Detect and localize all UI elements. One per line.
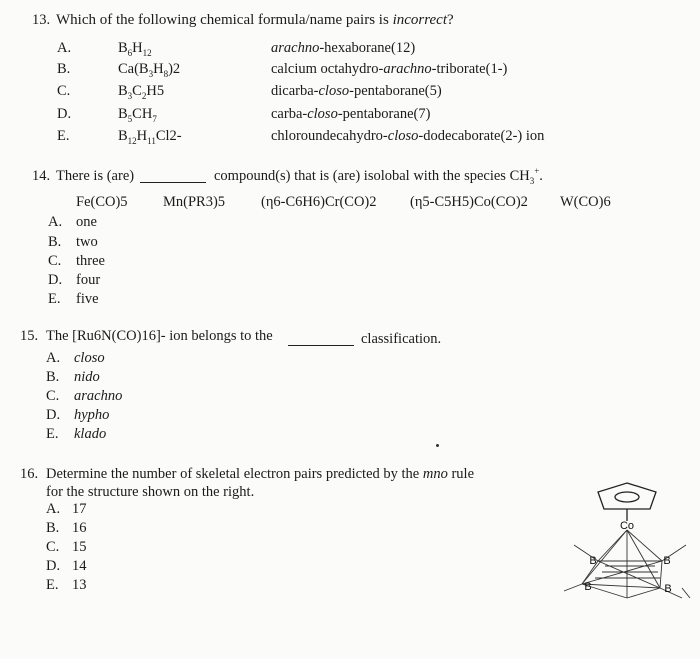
option-letter: D. bbox=[57, 106, 72, 122]
option-name: arachno-hexaborane(12) bbox=[271, 40, 416, 56]
q15-prompt-end: classification. bbox=[361, 331, 442, 347]
option-formula: $B_6H_{12}$ bbox=[118, 40, 152, 58]
compound-mn-pr3: Mn(PR3)5 bbox=[163, 194, 226, 210]
compound-w-co6: W(CO)6 bbox=[560, 194, 611, 210]
option-text: klado bbox=[74, 426, 107, 442]
compound-benzene-cr: (η6-C6H6)Cr(CO)2 bbox=[261, 194, 377, 210]
option-text: 13 bbox=[72, 577, 87, 593]
option-letter: D. bbox=[46, 558, 61, 574]
cobaltaborane-structure-diagram bbox=[560, 478, 695, 604]
option-text: one bbox=[76, 214, 97, 230]
option-text: 16 bbox=[72, 520, 87, 536]
b-atom-label-left: B bbox=[589, 555, 597, 567]
option-letter: A. bbox=[57, 40, 72, 56]
option-letter: C. bbox=[46, 388, 60, 404]
q16-number: 16. bbox=[20, 466, 39, 482]
option-formula: $B_{12}H_{11}Cl2-$ bbox=[118, 128, 182, 146]
option-letter: C. bbox=[48, 253, 62, 269]
option-letter: E. bbox=[48, 291, 61, 307]
option-text: 14 bbox=[72, 558, 87, 574]
option-letter: E. bbox=[46, 577, 59, 593]
option-letter: B. bbox=[57, 61, 71, 77]
option-name: chloroundecahydro-closo-dodecaborate(2-) ion bbox=[271, 128, 545, 144]
option-letter: B. bbox=[46, 369, 60, 385]
q14-answer-blank[interactable] bbox=[140, 182, 206, 183]
option-letter: A. bbox=[46, 350, 61, 366]
option-text: closo bbox=[74, 350, 105, 366]
option-formula: $B_5CH_7$ bbox=[118, 106, 157, 124]
b-atom-label-bottom-left: B bbox=[584, 581, 592, 593]
option-letter: A. bbox=[48, 214, 63, 230]
option-text: arachno bbox=[74, 388, 123, 404]
q16-line1: Determine the number of skeletal electron pairs predicted by the mno rule bbox=[46, 466, 475, 482]
option-name: calcium octahydro-arachno-triborate(1-) bbox=[271, 61, 508, 77]
q13-prompt: Which of the following chemical formula/name pairs is incorrect? bbox=[56, 12, 454, 28]
option-text: three bbox=[76, 253, 105, 269]
option-text: five bbox=[76, 291, 99, 307]
option-letter: C. bbox=[57, 83, 71, 99]
option-letter: B. bbox=[46, 520, 60, 536]
option-name: dicarba-closo-pentaborane(5) bbox=[271, 83, 442, 99]
q15-number: 15. bbox=[20, 328, 39, 344]
compound-cp-co: (η5-C5H5)Co(CO)2 bbox=[410, 194, 528, 210]
q14-prompt-start: There is (are) bbox=[56, 168, 135, 184]
q13-number: 13. bbox=[32, 12, 51, 28]
b-atom-label-bottom-right: B bbox=[664, 583, 672, 595]
cyclopentadienyl-ring bbox=[598, 483, 656, 509]
option-text: 17 bbox=[72, 501, 87, 517]
option-letter: C. bbox=[46, 539, 60, 555]
option-letter: E. bbox=[46, 426, 59, 442]
b-atom-label-right: B bbox=[663, 555, 671, 567]
option-text: two bbox=[76, 234, 98, 250]
option-letter: E. bbox=[57, 128, 70, 144]
option-text: four bbox=[76, 272, 101, 288]
option-letter: D. bbox=[46, 407, 61, 423]
q14-number: 14. bbox=[32, 168, 51, 184]
option-text: hypho bbox=[74, 407, 110, 423]
q15-prompt-start: The [Ru6N(CO)16]- ion belongs to the bbox=[46, 328, 273, 344]
option-letter: D. bbox=[48, 272, 63, 288]
q16-line2: for the structure shown on the right. bbox=[46, 484, 255, 500]
q14-prompt-end: compound(s) that is (are) isolobal with the species $CH_3^+$. bbox=[214, 166, 543, 186]
option-text: 15 bbox=[72, 539, 87, 555]
option-name: carba-closo-pentaborane(7) bbox=[271, 106, 431, 122]
q15-answer-blank[interactable] bbox=[288, 345, 354, 346]
option-letter: B. bbox=[48, 234, 62, 250]
option-formula: $B_3C_2H5$ bbox=[118, 83, 165, 101]
option-text: nido bbox=[74, 369, 100, 385]
compound-fe-co5: Fe(CO)5 bbox=[76, 194, 128, 210]
stray-dot bbox=[436, 444, 439, 447]
co-atom-label: Co bbox=[619, 520, 635, 532]
option-formula: $Ca(B_3H_8)2$ bbox=[118, 61, 181, 79]
option-letter: A. bbox=[46, 501, 61, 517]
